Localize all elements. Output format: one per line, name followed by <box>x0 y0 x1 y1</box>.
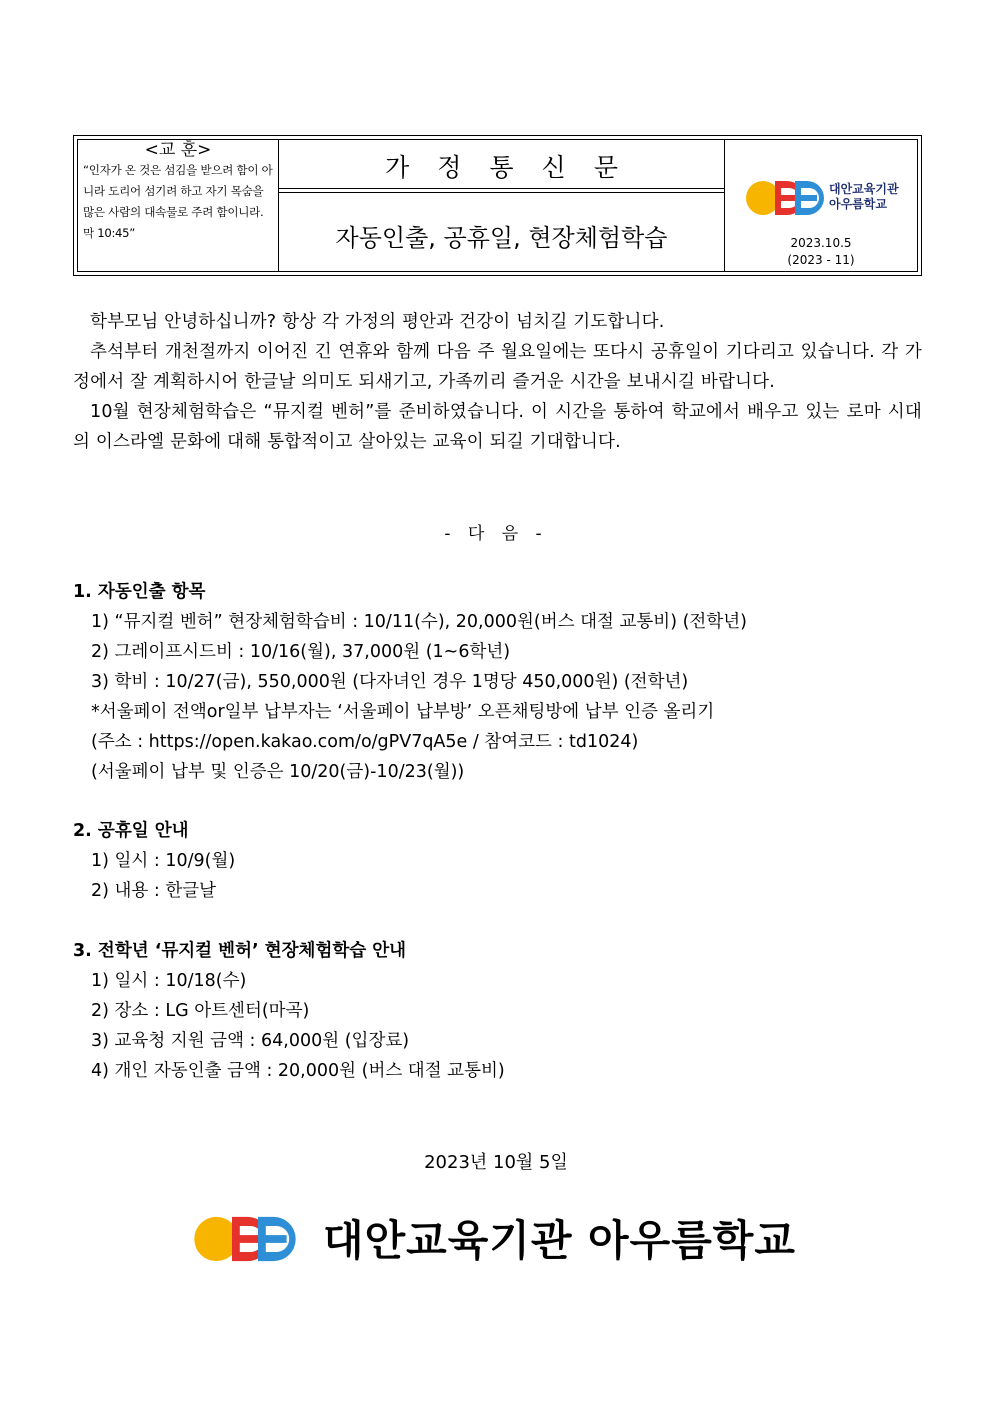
list-item: 2) 내용 : 한글날 <box>91 881 217 901</box>
section-title: 3. 전학년 ‘뮤지컬 벤허’ 현장체험학습 안내 <box>73 941 407 961</box>
intro-paragraph-1: 학부모님 안녕하십니까? 항상 각 가정의 평안과 건강이 넘치길 기도합니다. <box>90 312 665 332</box>
section-title: 2. 공휴일 안내 <box>73 821 189 841</box>
issue-number: (2023 - 11) <box>787 253 855 267</box>
section-auto-withdrawal <box>73 577 747 787</box>
list-item: 2) 그레이프시드비 : 10/16(월), 37,000원 (1~6학년) <box>91 642 511 662</box>
list-item: 3) 학비 : 10/27(금), 550,000원 (다자녀인 경우 1명당 450,000원) (전학년) <box>91 672 689 692</box>
daum-heading: - 다 음 - <box>444 524 548 544</box>
header-inner <box>77 139 918 272</box>
logo-text-line1: 대안교육기관 <box>829 182 899 196</box>
header-date <box>725 235 917 269</box>
section-title: 1. 자동인출 항목 <box>73 582 206 602</box>
signature-date: 2023년 10월 5일 <box>424 1152 568 1173</box>
list-item: 3) 교육청 지원 금액 : 64,000원 (입장료) <box>91 1031 410 1051</box>
document-title: 가정통신문 <box>385 153 646 182</box>
school-logo-icon <box>193 1212 297 1266</box>
intro-paragraph-2: 추석부터 개천절까지 이어진 긴 연휴와 함께 다음 주 월요일에는 또다시 공휴일이 기다리고 있습니다. 각 가정에서 잘 계획하시어 한글날 의미도 되새기고, 가족끼리 즐거운 시간을 보내시길 바랍니다. <box>73 342 922 392</box>
logo-text <box>829 182 899 212</box>
logo-cell <box>725 140 917 271</box>
document-subtitle: 자동인출, 공휴일, 현장체험학습 <box>335 224 668 252</box>
school-name: 대안교육기관 아우름학교 <box>323 1216 796 1265</box>
motto-text: “인자가 온 것은 섬김을 받으려 함이 아니라 도리어 섬기려 하고 자기 목숨을 많은 사람의 대속물로 주려 함이니라. 막 10:45” <box>83 163 273 240</box>
list-item: 4) 개인 자동인출 금액 : 20,000원 (버스 대절 교통비) <box>91 1061 505 1081</box>
list-item: 1) “뮤지컬 벤허” 현장체험학습비 : 10/11(수), 20,000원(버스 대절 교통비) (전학년) <box>91 612 747 632</box>
list-item: 1) 일시 : 10/9(월) <box>91 851 236 871</box>
issue-date: 2023.10.5 <box>790 236 852 250</box>
list-item: *서울페이 전액or일부 납부자는 ‘서울페이 납부방’ 오픈채팅방에 납부 인증 올리기 <box>91 702 715 722</box>
list-item: (서울페이 납부 및 인증은 10/20(금)-10/23(월)) <box>91 762 465 782</box>
title-cell <box>279 140 725 271</box>
title-divider <box>279 192 724 193</box>
title-top-row <box>279 140 724 189</box>
section-field-trip <box>73 936 505 1086</box>
list-item: 2) 장소 : LG 아트센터(마곡) <box>91 1001 310 1021</box>
header-box <box>73 135 922 276</box>
school-logo-icon <box>745 178 825 218</box>
logo-text-line2: 아우름학교 <box>829 197 887 211</box>
motto-heading: <교 훈> <box>144 140 212 160</box>
intro-paragraph-3: 10월 현장체험학습은 “뮤지컬 벤허”를 준비하였습니다. 이 시간을 통하여 학교에서 배우고 있는 로마 시대의 이스라엘 문화에 대해 통합적이고 살아있는 교육이 되길 기대합니다. <box>73 402 922 452</box>
section-holiday <box>73 816 235 906</box>
list-item: 1) 일시 : 10/18(수) <box>91 971 247 991</box>
intro-text <box>73 307 922 457</box>
motto-cell <box>78 140 279 271</box>
list-item: (주소 : https://open.kakao.com/o/gPV7qA5e / 참여코드 : td1024) <box>91 732 639 752</box>
